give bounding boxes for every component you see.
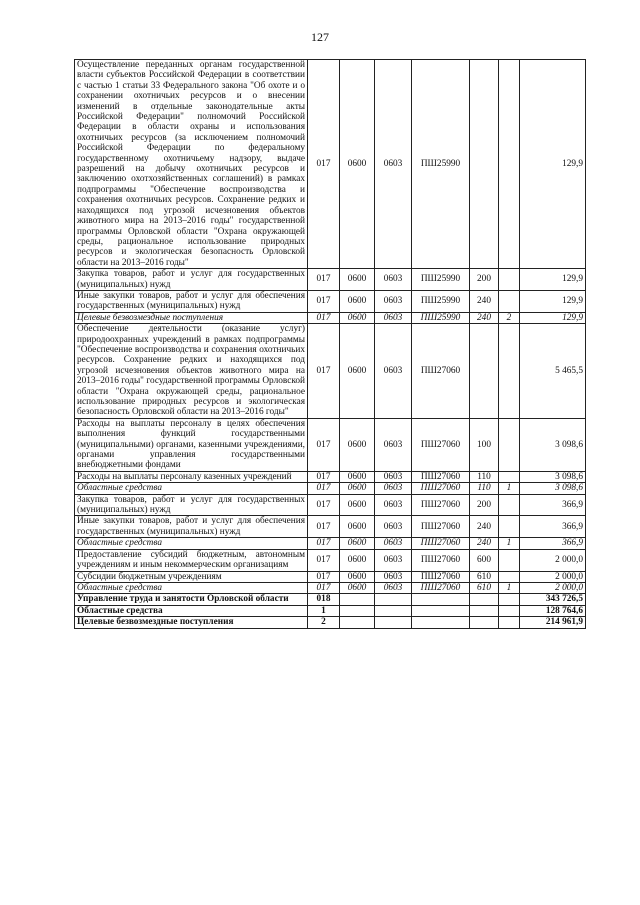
amount: 366,9: [520, 538, 586, 549]
section-code: 0600: [340, 582, 375, 593]
target-article-code: ПШ27060: [412, 324, 470, 419]
table-row: [75, 617, 586, 628]
section-code: 0600: [340, 324, 375, 419]
funding-source: 1: [499, 483, 520, 494]
expense-type-code: 240: [470, 312, 499, 323]
expense-type-code: 240: [470, 290, 499, 312]
section-code: [340, 594, 375, 605]
ministry-code: 017: [308, 549, 340, 571]
subsection-code: 0603: [375, 494, 412, 516]
section-code: [340, 617, 375, 628]
page-number: 127: [311, 30, 329, 44]
subsection-code: 0603: [375, 471, 412, 482]
target-article-code: ПШ25990: [412, 269, 470, 291]
expense-type-code: [470, 594, 499, 605]
table-row: [75, 549, 586, 571]
expense-name: Расходы на выплаты персоналу казенных учреждений: [75, 471, 308, 482]
expense-type-code: [470, 605, 499, 616]
amount: 129,9: [520, 312, 586, 323]
subsection-code: [375, 605, 412, 616]
ministry-code: 2: [308, 617, 340, 628]
subsection-code: 0603: [375, 290, 412, 312]
target-article-code: ПШ27060: [412, 516, 470, 538]
budget-table: [74, 59, 586, 629]
table-row: [75, 269, 586, 291]
expense-type-code: 200: [470, 494, 499, 516]
amount: 2 000,0: [520, 582, 586, 593]
table-row: [75, 594, 586, 605]
target-article-code: ПШ25990: [412, 312, 470, 323]
subsection-code: 0603: [375, 60, 412, 269]
table-row: [75, 582, 586, 593]
table-row: [75, 538, 586, 549]
amount: 214 961,9: [520, 617, 586, 628]
expense-name: Предоставление субсидий бюджетным, автономным учреждениям и иным некоммерческим организациям: [75, 549, 308, 571]
amount: 2 000,0: [520, 549, 586, 571]
subsection-code: 0603: [375, 483, 412, 494]
funding-source: 1: [499, 582, 520, 593]
amount: 366,9: [520, 494, 586, 516]
amount: 343 726,5: [520, 594, 586, 605]
expense-name: Расходы на выплаты персоналу в целях обеспечения выполнения функций государственными (муниципальными) органами, казенными учреждениями, органами управления государственными внебюджетными фондами: [75, 418, 308, 471]
ministry-code: 017: [308, 483, 340, 494]
ministry-code: 1: [308, 605, 340, 616]
subsection-code: [375, 617, 412, 628]
ministry-code: 017: [308, 312, 340, 323]
target-article-code: [412, 605, 470, 616]
section-code: 0600: [340, 516, 375, 538]
expense-name: Целевые безвозмездные поступления: [75, 312, 308, 323]
subsection-code: 0603: [375, 582, 412, 593]
funding-source: 1: [499, 538, 520, 549]
ministry-code: 017: [308, 324, 340, 419]
section-code: 0600: [340, 312, 375, 323]
ministry-code: 017: [308, 582, 340, 593]
subsection-code: 0603: [375, 571, 412, 582]
table-row: [75, 571, 586, 582]
subsection-code: 0603: [375, 549, 412, 571]
table-row: [75, 471, 586, 482]
ministry-code: 017: [308, 494, 340, 516]
section-code: 0600: [340, 290, 375, 312]
funding-source: [499, 418, 520, 471]
expense-type-code: [470, 617, 499, 628]
table-row: [75, 494, 586, 516]
section-code: 0600: [340, 494, 375, 516]
subsection-code: 0603: [375, 269, 412, 291]
target-article-code: ПШ25990: [412, 60, 470, 269]
funding-source: [499, 60, 520, 269]
table-row: [75, 60, 586, 269]
section-code: 0600: [340, 471, 375, 482]
expense-name: Осуществление переданных органам государственной власти субъектов Российской Федерации в соответствии с частью 1 статьи 33 Федерального закона "Об охоте и о сохранении охотничьих ресурсов и о внесении изменений в отдельные законодательные акты Российской Федерации" полномочий Российской Федерации в области охраны и использования охотничьих ресурсов (за исключением полномочий Российской Федерации по федеральному государственному охотничьему надзору, выдаче разрешений на добычу охотничьих ресурсов и заключению охотхозяйственных соглашений) в рамках подпрограммы "Обеспечение воспроизводства и сохранения охотничьих ресурсов. Сохранение редких и находящихся под угрозой исчезновения объектов животного мира на 2013–2016 годы" государственной программы Орловской области "Охрана окружающей среды, рациональное использование природных ресурсов и экологическая безопасность Орловской области на 2013–2016 годы": [75, 60, 308, 269]
ministry-code: 017: [308, 538, 340, 549]
funding-source: [499, 605, 520, 616]
expense-name: Обеспечение деятельности (оказание услуг) природоохранных учреждений в рамках подпрограммы "Обеспечение воспроизводства и сохранения охотничьих ресурсов. Сохранение редких и находящихся под угрозой исчезновения объектов животного мира на 2013–2016 годы" государственной программы Орловской области "Охрана окружающей среды, рациональное использование природных ресурсов и экологическая безопасность Орловской области на 2013–2016 годы": [75, 324, 308, 419]
target-article-code: ПШ25990: [412, 290, 470, 312]
expense-type-code: 610: [470, 582, 499, 593]
target-article-code: ПШ27060: [412, 582, 470, 593]
amount: 129,9: [520, 269, 586, 291]
section-code: [340, 605, 375, 616]
expense-name: Целевые безвозмездные поступления: [75, 617, 308, 628]
target-article-code: ПШ27060: [412, 549, 470, 571]
ministry-code: 018: [308, 594, 340, 605]
expense-type-code: 600: [470, 549, 499, 571]
expense-name: Областные средства: [75, 538, 308, 549]
funding-source: [499, 571, 520, 582]
target-article-code: ПШ27060: [412, 571, 470, 582]
subsection-code: 0603: [375, 324, 412, 419]
subsection-code: 0603: [375, 312, 412, 323]
expense-type-code: 100: [470, 418, 499, 471]
expense-name: Управление труда и занятости Орловской области: [75, 594, 308, 605]
section-code: 0600: [340, 418, 375, 471]
ministry-code: 017: [308, 418, 340, 471]
target-article-code: ПШ27060: [412, 471, 470, 482]
table-row: [75, 516, 586, 538]
section-code: 0600: [340, 483, 375, 494]
amount: 129,9: [520, 290, 586, 312]
amount: 2 000,0: [520, 571, 586, 582]
amount: 129,9: [520, 60, 586, 269]
expense-name: Закупка товаров, работ и услуг для государственных (муниципальных) нужд: [75, 494, 308, 516]
expense-name: Субсидии бюджетным учреждениям: [75, 571, 308, 582]
amount: 3 098,6: [520, 483, 586, 494]
target-article-code: [412, 594, 470, 605]
ministry-code: 017: [308, 290, 340, 312]
funding-source: [499, 516, 520, 538]
table-row: [75, 290, 586, 312]
amount: 3 098,6: [520, 471, 586, 482]
ministry-code: 017: [308, 60, 340, 269]
section-code: 0600: [340, 571, 375, 582]
amount: 128 764,6: [520, 605, 586, 616]
expense-name: Областные средства: [75, 582, 308, 593]
table-row: [75, 312, 586, 323]
section-code: 0600: [340, 60, 375, 269]
expense-name: Закупка товаров, работ и услуг для государственных (муниципальных) нужд: [75, 269, 308, 291]
funding-source: [499, 324, 520, 419]
funding-source: [499, 290, 520, 312]
subsection-code: 0603: [375, 418, 412, 471]
subsection-code: 0603: [375, 516, 412, 538]
subsection-code: 0603: [375, 538, 412, 549]
ministry-code: 017: [308, 269, 340, 291]
expense-name: Иные закупки товаров, работ и услуг для обеспечения государственных (муниципальных) нужд: [75, 516, 308, 538]
target-article-code: ПШ27060: [412, 483, 470, 494]
funding-source: 2: [499, 312, 520, 323]
expense-type-code: 240: [470, 538, 499, 549]
expense-type-code: 240: [470, 516, 499, 538]
table-row: [75, 483, 586, 494]
amount: 366,9: [520, 516, 586, 538]
expense-type-code: 110: [470, 471, 499, 482]
funding-source: [499, 494, 520, 516]
amount: 5 465,5: [520, 324, 586, 419]
target-article-code: ПШ27060: [412, 538, 470, 549]
expense-type-code: 200: [470, 269, 499, 291]
expense-name: Иные закупки товаров, работ и услуг для обеспечения государственных (муниципальных) нужд: [75, 290, 308, 312]
target-article-code: ПШ27060: [412, 494, 470, 516]
funding-source: [499, 549, 520, 571]
expense-name: Областные средства: [75, 605, 308, 616]
expense-name: Областные средства: [75, 483, 308, 494]
section-code: 0600: [340, 549, 375, 571]
table-row: [75, 605, 586, 616]
amount: 3 098,6: [520, 418, 586, 471]
funding-source: [499, 471, 520, 482]
expense-type-code: 110: [470, 483, 499, 494]
target-article-code: [412, 617, 470, 628]
expense-type-code: [470, 60, 499, 269]
target-article-code: ПШ27060: [412, 418, 470, 471]
ministry-code: 017: [308, 516, 340, 538]
funding-source: [499, 617, 520, 628]
table-body: [75, 60, 586, 629]
section-code: 0600: [340, 269, 375, 291]
section-code: 0600: [340, 538, 375, 549]
table-row: [75, 324, 586, 419]
ministry-code: 017: [308, 471, 340, 482]
funding-source: [499, 269, 520, 291]
ministry-code: 017: [308, 571, 340, 582]
expense-type-code: [470, 324, 499, 419]
funding-source: [499, 594, 520, 605]
subsection-code: [375, 594, 412, 605]
expense-type-code: 610: [470, 571, 499, 582]
table-row: [75, 418, 586, 471]
